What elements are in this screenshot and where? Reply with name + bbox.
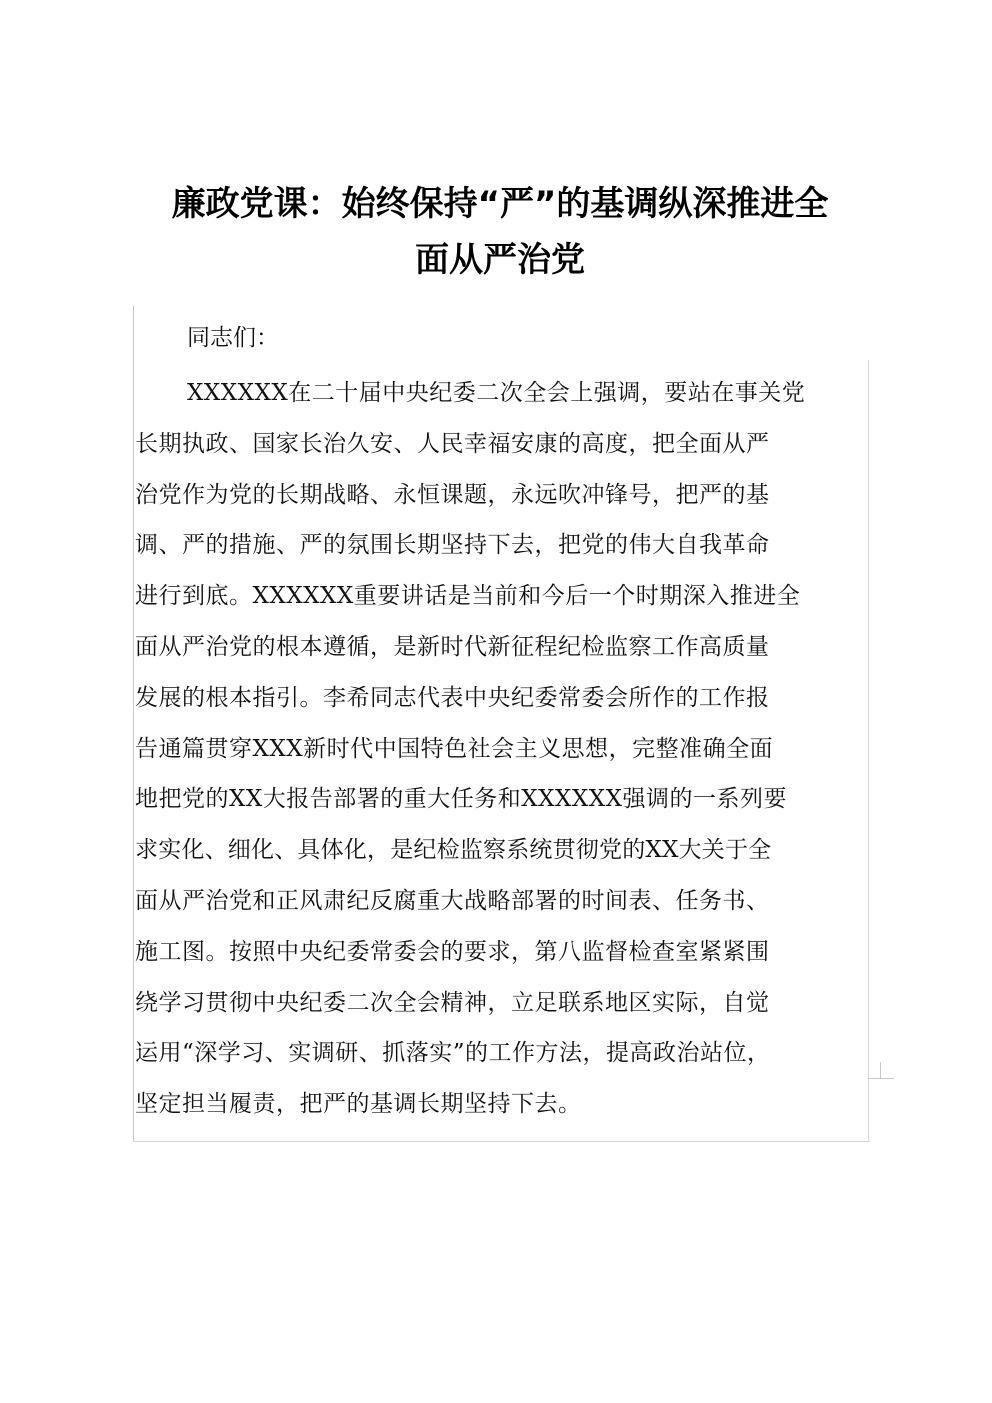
salutation: 同志们： xyxy=(187,325,279,351)
body-line: 面从严治党和正风肃纪反腐重大战略部署的时间表、任务书、 xyxy=(135,887,770,914)
body-paragraph xyxy=(135,368,875,1130)
body-line: 进行到底。XXXXXX重要讲话是当前和今后一个时期深入推进全 xyxy=(135,583,801,610)
body-line: 运用“深学习、实调研、抓落实”的工作方法，提高政治站位， xyxy=(135,1040,771,1067)
body-line: 求实化、细化、具体化，是纪检监察系统贯彻党的XX大关于全 xyxy=(135,837,772,864)
body-line: 面从严治党的根本遵循，是新时代新征程纪检监察工作高质量 xyxy=(135,633,770,660)
body-line: 施工图。按照中央纪委常委会的要求，第八监督检查室紧紧围 xyxy=(135,938,770,965)
body-line: 告通篇贯穿XXX新时代中国特色社会主义思想，完整准确全面 xyxy=(135,735,774,762)
title-line-2: 面从严治党 xyxy=(415,240,585,280)
body-line: 调、严的措施、严的氛围长期坚持下去，把党的伟大自我革命 xyxy=(135,532,770,559)
title-line-1: 廉政党课：始终保持“严”的基调纵深推进全 xyxy=(171,184,829,224)
page-title xyxy=(110,176,890,288)
text-frame-bottom-border xyxy=(133,1141,870,1142)
text-overflow-marker-vertical xyxy=(880,1062,881,1079)
body-line: 长期执政、国家长治久安、人民幸福安康的高度，把全面从严 xyxy=(135,430,770,457)
body-line: 发展的根本指引。李希同志代表中央纪委常委会所作的工作报 xyxy=(135,684,770,711)
body-line: XXXXXX在二十届中央纪委二次全会上强调，要站在事关党 xyxy=(187,380,806,406)
text-frame-left-border xyxy=(133,306,134,1142)
body-line: 地把党的XX大报告部署的重大任务和XXXXXX强调的一系列要 xyxy=(135,786,787,813)
body-line: 坚定担当履责，把严的基调长期坚持下去。 xyxy=(135,1091,582,1118)
body-line: 治党作为党的长期战略、永恒课题，永远吹冲锋号，把严的基 xyxy=(135,481,770,508)
body-line: 绕学习贯彻中央纪委二次全会精神，立足联系地区实际，自觉 xyxy=(135,989,770,1016)
